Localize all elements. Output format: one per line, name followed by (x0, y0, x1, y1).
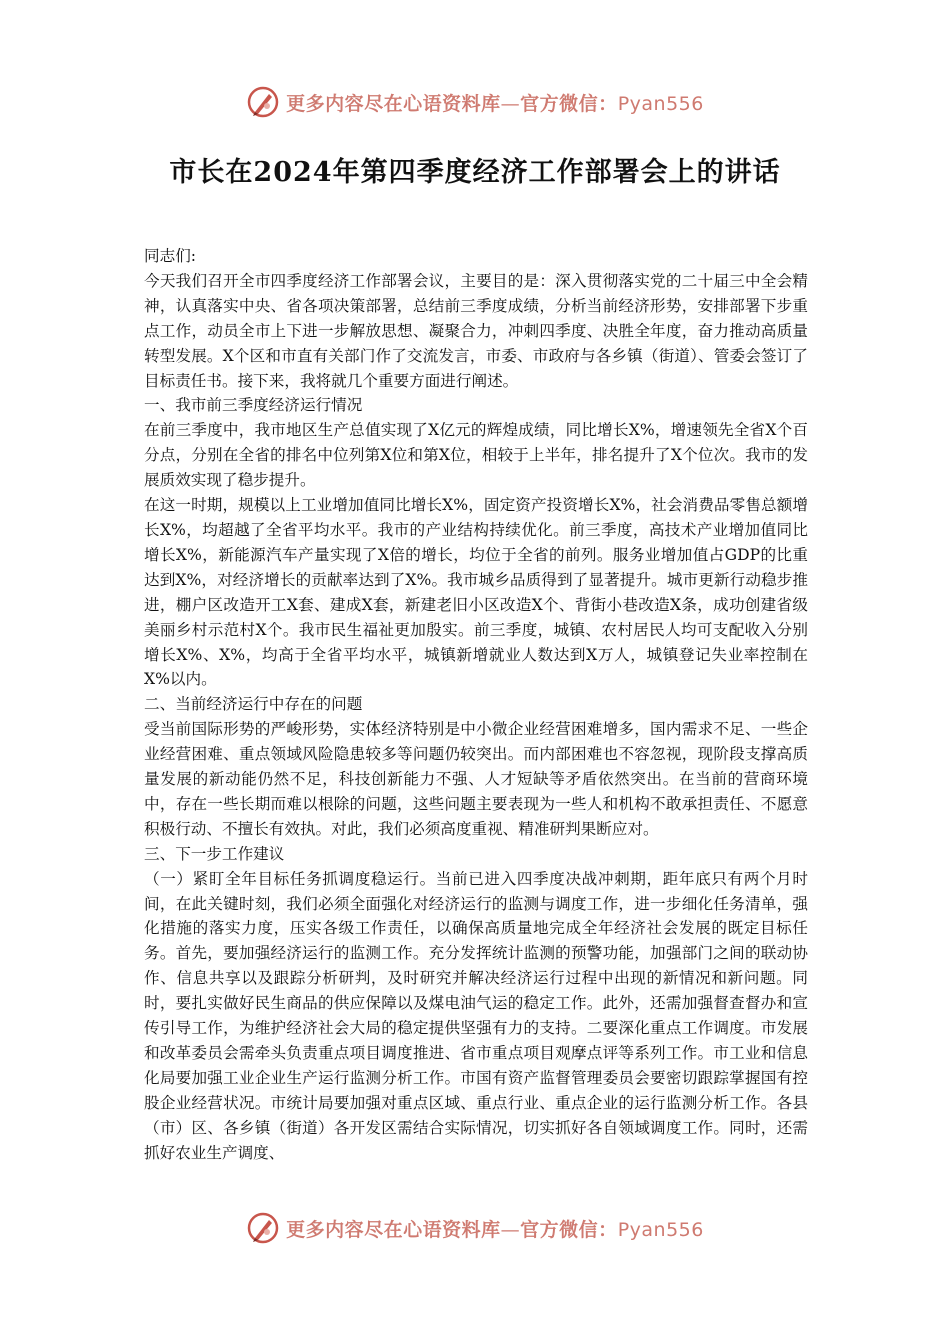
body-paragraph: 在前三季度中，我市地区生产总值实现了X亿元的辉煌成绩，同比增长X%，增速领先全省X个百分点，分别在全省的排名中位列第X位和第X位，相较于上半年，排名提升了X个位次。我市的发展质效实现了稳步提升。 (144, 421, 808, 490)
body-paragraph: 在这一时期，规模以上工业增加值同比增长X%，固定资产投资增长X%，社会消费品零售总额增长X%，均超越了全省平均水平。我市的产业结构持续优化。前三季度，高技术产业增加值同比增长X%，新能源汽车产量实现了X倍的增长，均位于全省的前列。服务业增加值占GDP的比重达到X%，对经济增长的贡献率达到了X%。我市城乡品质得到了显著提升。城市更新行动稳步推进，棚户区改造开工X套、建成X套，新建老旧小区改造X个、背街小巷改造X条，成功创建省级美丽乡村示范村X个。我市民生福祉更加殷实。前三季度，城镇、农村居民人均可支配收入分别增长X%、X%，均高于全省平均水平，城镇新增就业人数达到X万人，城镇登记失业率控制在X%以内。 (144, 496, 808, 689)
watermark-text: 更多内容尽在心语资料库—官方微信：Pyan556 (286, 1218, 704, 1241)
body-paragraph: （一）紧盯全年目标任务抓调度稳运行。当前已进入四季度决战冲刺期，距年底只有两个月时间，在此关键时刻，我们必须全面强化对经济运行的监测与调度工作，进一步细化任务清单，强化措施的落实力度，压实各级工作责任，以确保高质量地完成全年经济社会发展的既定目标任务。首先，要加强经济运行的监测工作。充分发挥统计监测的预警功能，加强部门之间的联动协作、信息共享以及跟踪分析研判，及时研究并解决经济运行过程中出现的新情况和新问题。同时，要扎实做好民生商品的供应保障以及煤电油气运的稳定工作。此外，还需加强督查督办和宣传引导工作，为维护经济社会大局的稳定提供坚强有力的支持。二要深化重点工作调度。市发展和改革委员会需牵头负责重点项目调度推进、省市重点项目观摩点评等系列工作。市工业和信息化局要加强工业企业生产运行监测分析工作。市国有资产监督管理委员会要密切跟踪掌握国有控股企业经营状况。市统计局要加强对重点区域、重点行业、重点企业的运行监测分析工作。各县（市）区、各乡镇（街道）各开发区需结合实际情况，切实抓好各自领域调度工作。同时，还需抓好农业生产调度、 (144, 869, 808, 1162)
pen-logo-icon (246, 1211, 280, 1245)
pen-logo-icon (246, 85, 280, 119)
page-title: 市长在2024年第四季度经济工作部署会上的讲话 (169, 157, 781, 188)
document-body (144, 244, 808, 1166)
section-heading: 三、下一步工作建议 (144, 844, 285, 863)
salutation: 同志们: (144, 247, 197, 265)
watermark-text: 更多内容尽在心语资料库—官方微信：Pyan556 (286, 92, 704, 115)
section-heading: 一、我市前三季度经济运行情况 (144, 396, 363, 415)
watermark-header (0, 82, 950, 122)
body-paragraph: 今天我们召开全市四季度经济工作部署会议，主要目的是：深入贯彻落实党的二十届三中全会精神，认真落实中央、省各项决策部署，总结前三季度成绩，分析当前经济形势，安排部署下步重点工作，动员全市上下进一步解放思想、凝聚合力，冲刺四季度、决胜全年度，奋力推动高质量转型发展。X个区和市直有关部门作了交流发言，市委、市政府与各乡镇（街道）、管委会签订了目标责任书。接下来，我将就几个重要方面进行阐述。 (144, 271, 808, 390)
watermark-footer (0, 1208, 950, 1248)
body-paragraph: 受当前国际形势的严峻形势，实体经济特别是中小微企业经营困难增多，国内需求不足、一些企业经营困难、重点领域风险隐患较多等问题仍较突出。而内部困难也不容忽视，现阶段支撑高质量发展的新动能仍然不足，科技创新能力不强、人才短缺等矛盾依然突出。在当前的营商环境中，存在一些长期而难以根除的问题，这些问题主要表现为一些人和机构不敢承担责任、不愿意积极行动、不擅长有效执。对此，我们必须高度重视、精准研判果断应对。 (144, 720, 808, 838)
section-heading: 二、当前经济运行中存在的问题 (144, 695, 363, 714)
